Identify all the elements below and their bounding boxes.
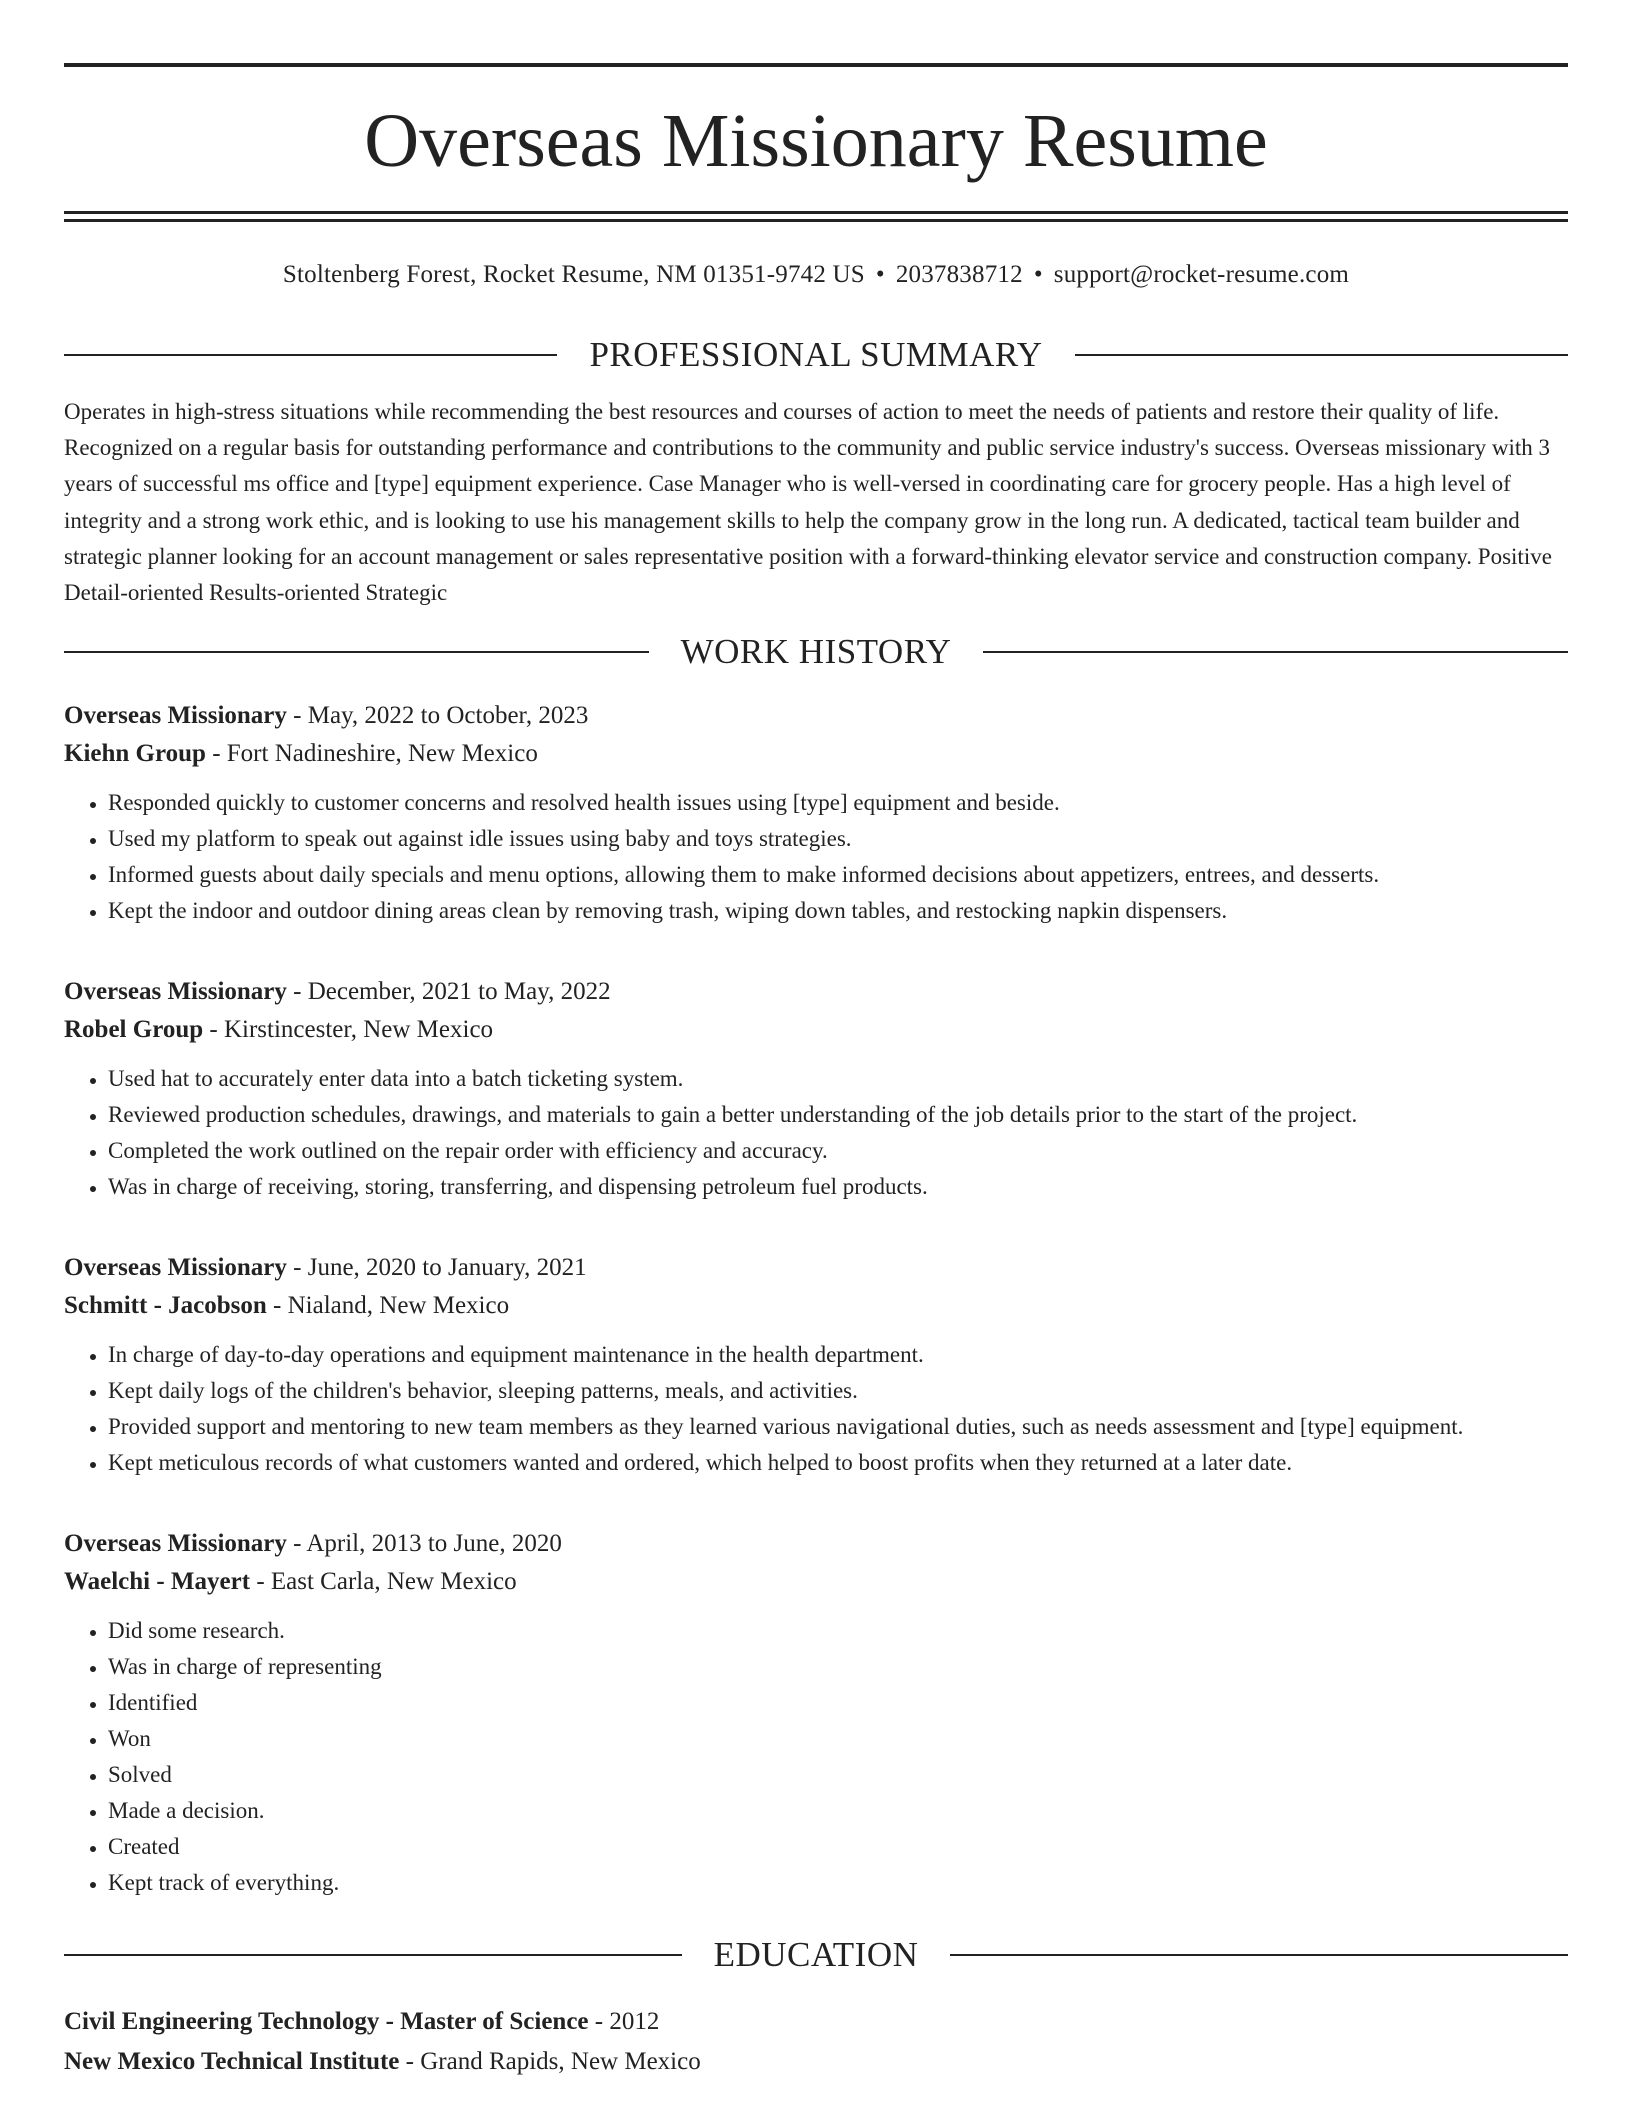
job-location: - Nialand, New Mexico bbox=[266, 1292, 510, 1320]
education-entry bbox=[64, 2002, 1568, 2082]
section-heading-label: PROFESSIONAL SUMMARY bbox=[589, 335, 1043, 374]
job-entry bbox=[64, 973, 1568, 1205]
contact-phone: 2037838712 bbox=[895, 261, 1023, 288]
job-bullet: • Won bbox=[108, 1721, 1568, 1757]
job-bullets bbox=[64, 1613, 1568, 1901]
job-bullet: • In charge of day-to-day operations and equipment maintenance in the health department. bbox=[108, 1337, 1568, 1373]
job-entry bbox=[64, 697, 1568, 929]
education-year: - 2012 bbox=[588, 2008, 660, 2036]
professional-summary-text: Operates in high-stress situations while recommending the best resources and courses of action to meet the needs of patients and restore their quality of life. Recognized on a regular basis for outstanding performance and contributions to the community and public service industry's success. Overseas missionary with 3 years of successful ms office and [type] equipment experience. Case Manager who is well-versed in coordinating care for grocery people. Has a high level of integrity and a strong work ethic, and is looking to use his management skills to help the company grow in the long run. A dedicated, tactical team builder and strategic planner looking for an account management or sales representative position with a forward-thinking elevator service and construction company. Positive Detail-oriented Results-oriented Strategic bbox=[64, 399, 1552, 606]
section-heading-label: EDUCATION bbox=[713, 1935, 919, 1975]
job-bullet: • Kept meticulous records of what customers wanted and ordered, which helped to boost profits when they returned at a later date. bbox=[108, 1445, 1568, 1481]
job-company: Schmitt - Jacobson bbox=[64, 1292, 267, 1320]
job-bullets bbox=[64, 1061, 1568, 1205]
education-degree-line bbox=[64, 2002, 1568, 2042]
job-company-line bbox=[64, 735, 1568, 773]
education-school: New Mexico Technical Institute bbox=[64, 2048, 400, 2076]
contact-separator: • bbox=[875, 261, 885, 288]
job-bullet: • Was in charge of representing bbox=[108, 1649, 1568, 1685]
job-bullet: • Kept the indoor and outdoor dining areas clean by removing trash, wiping down tables, and restocking napkin dispensers. bbox=[108, 893, 1568, 929]
job-bullet: • Made a decision. bbox=[108, 1793, 1568, 1829]
job-dates: - June, 2020 to January, 2021 bbox=[286, 1254, 587, 1282]
job-bullet: • Did some research. bbox=[108, 1613, 1568, 1649]
job-bullet: • Kept daily logs of the children's behavior, sleeping patterns, meals, and activities. bbox=[108, 1373, 1568, 1409]
job-company: Robel Group bbox=[64, 1016, 204, 1044]
job-title-line bbox=[64, 1525, 1568, 1563]
job-bullet: • Informed guests about daily specials and menu options, allowing them to make informed decisions about appetizers, entrees, and desserts. bbox=[108, 857, 1568, 893]
job-bullet: • Was in charge of receiving, storing, transferring, and dispensing petroleum fuel products. bbox=[108, 1169, 1568, 1205]
job-title-line bbox=[64, 1249, 1568, 1287]
job-location: - East Carla, New Mexico bbox=[250, 1568, 517, 1596]
job-bullet: • Created bbox=[108, 1829, 1568, 1865]
job-bullets bbox=[64, 785, 1568, 929]
education-school-line bbox=[64, 2042, 1568, 2082]
heading-rule-left bbox=[64, 651, 649, 653]
job-company: Kiehn Group bbox=[64, 740, 206, 768]
job-title: Overseas Missionary bbox=[64, 1254, 287, 1282]
contact-separator: • bbox=[1033, 261, 1043, 288]
job-bullet: • Responded quickly to customer concerns and resolved health issues using [type] equipment and beside. bbox=[108, 785, 1568, 821]
job-bullet: • Used my platform to speak out against idle issues using baby and toys strategies. bbox=[108, 821, 1568, 857]
heading-rule-left bbox=[64, 1954, 682, 1956]
job-title: Overseas Missionary bbox=[64, 1530, 287, 1558]
job-company-line bbox=[64, 1563, 1568, 1601]
job-entry bbox=[64, 1249, 1568, 1481]
section-heading-label: WORK HISTORY bbox=[680, 632, 952, 672]
job-company-line bbox=[64, 1011, 1568, 1049]
education-degree: Civil Engineering Technology - Master of Science bbox=[64, 2008, 589, 2036]
job-title: Overseas Missionary bbox=[64, 702, 287, 730]
section-heading-education bbox=[64, 1935, 1568, 1975]
heading-rule-right bbox=[950, 1954, 1568, 1956]
job-title: Overseas Missionary bbox=[64, 978, 287, 1006]
contact-line bbox=[64, 262, 1568, 287]
contact-address: Stoltenberg Forest, Rocket Resume, NM 01351-9742 US bbox=[282, 261, 865, 288]
job-dates: - May, 2022 to October, 2023 bbox=[286, 702, 589, 730]
education-location: - Grand Rapids, New Mexico bbox=[399, 2048, 701, 2076]
title-double-rule bbox=[64, 211, 1568, 222]
job-bullet: • Reviewed production schedules, drawings, and materials to gain a better understanding of the job details prior to the start of the project. bbox=[108, 1097, 1568, 1133]
job-title-line bbox=[64, 697, 1568, 735]
section-heading-work-history bbox=[64, 632, 1568, 672]
job-dates: - April, 2013 to June, 2020 bbox=[286, 1530, 562, 1558]
job-bullets bbox=[64, 1337, 1568, 1481]
job-location: - Kirstincester, New Mexico bbox=[203, 1016, 494, 1044]
job-bullet: • Kept track of everything. bbox=[108, 1865, 1568, 1901]
job-title-line bbox=[64, 973, 1568, 1011]
job-bullet: • Identified bbox=[108, 1685, 1568, 1721]
job-dates: - December, 2021 to May, 2022 bbox=[286, 978, 611, 1006]
resume-content bbox=[64, 63, 1568, 2082]
job-company: Waelchi - Mayert bbox=[64, 1568, 251, 1596]
contact-email: support@rocket-resume.com bbox=[1053, 261, 1350, 288]
job-company-line bbox=[64, 1287, 1568, 1325]
job-bullet: • Provided support and mentoring to new team members as they learned various navigational duties, such as needs assessment and [type] equipment. bbox=[108, 1409, 1568, 1445]
job-bullet: • Used hat to accurately enter data into a batch ticketing system. bbox=[108, 1061, 1568, 1097]
heading-rule-right bbox=[983, 651, 1568, 653]
job-bullet: • Completed the work outlined on the repair order with efficiency and accuracy. bbox=[108, 1133, 1568, 1169]
resume-title: Overseas Missionary Resume bbox=[364, 99, 1268, 183]
heading-rule-right bbox=[1075, 354, 1568, 356]
heading-rule-left bbox=[64, 354, 557, 356]
job-location: - Fort Nadineshire, New Mexico bbox=[205, 740, 538, 768]
job-bullet: • Solved bbox=[108, 1757, 1568, 1793]
section-heading-summary bbox=[64, 337, 1568, 372]
job-entry bbox=[64, 1525, 1568, 1901]
